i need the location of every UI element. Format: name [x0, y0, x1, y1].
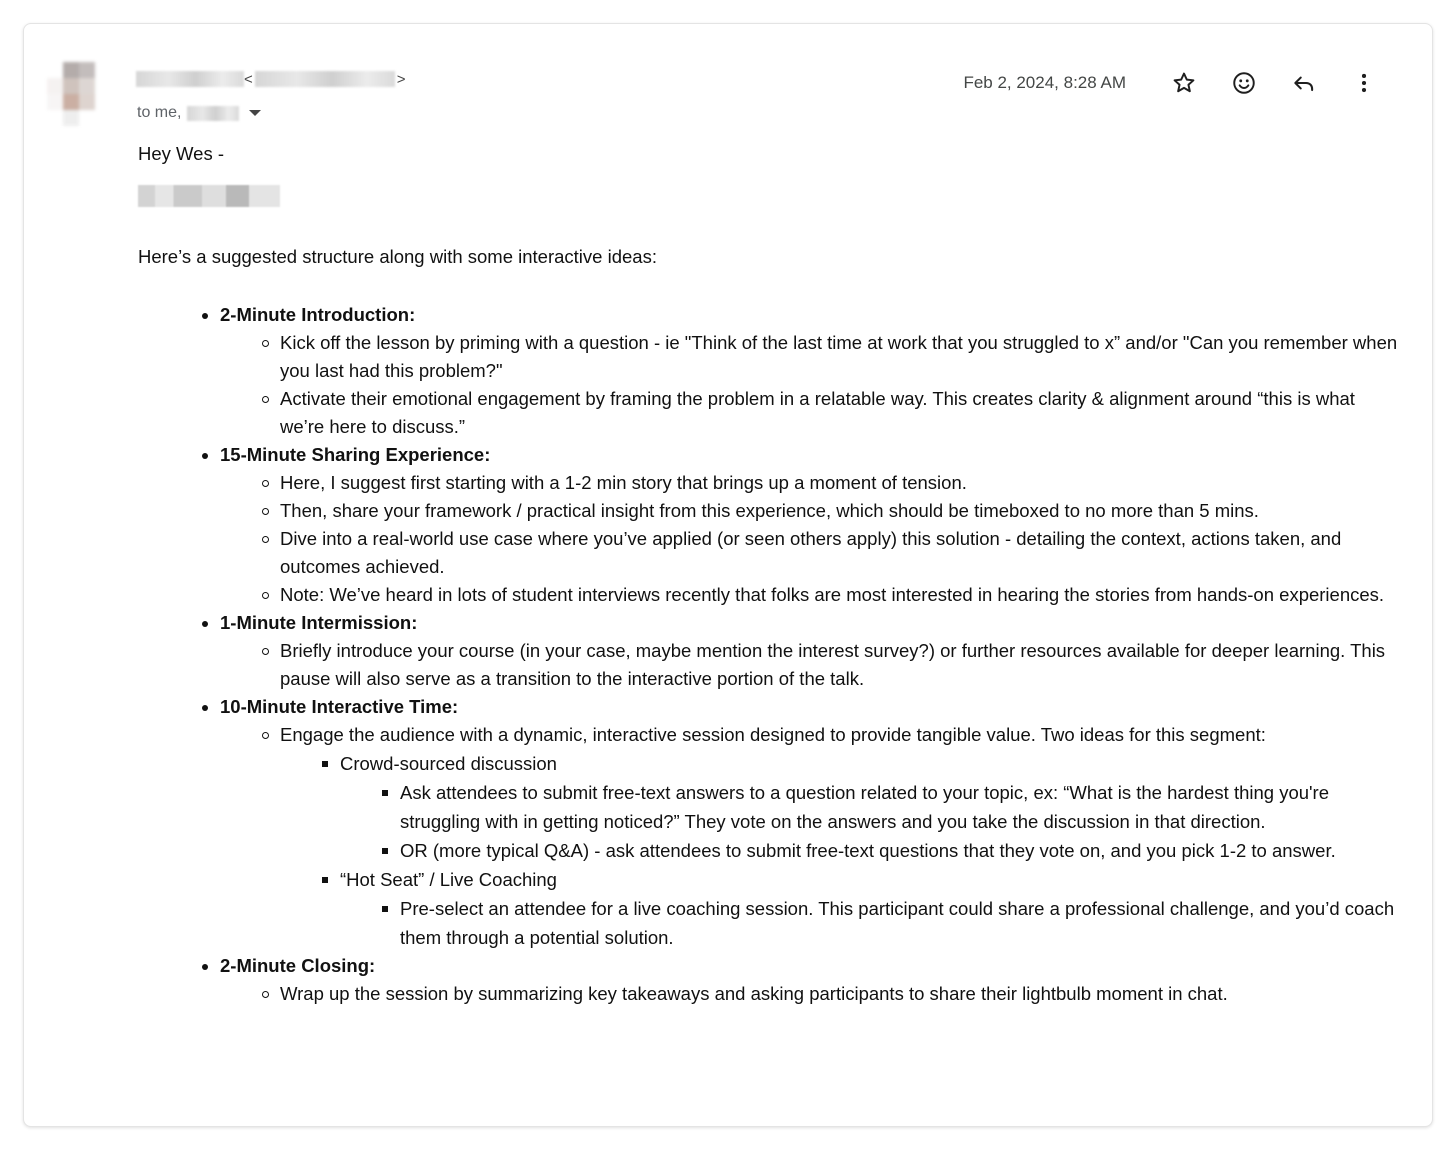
section-items — [220, 980, 1398, 1008]
email-body — [138, 140, 1398, 1008]
section-items — [220, 721, 1398, 952]
agenda-section — [220, 952, 1398, 1008]
sender-email-redacted — [255, 71, 395, 87]
idea-label: Crowd-sourced discussion — [340, 753, 557, 774]
redacted-text — [138, 185, 280, 207]
intro-text: Here’s a suggested structure along with some interactive ideas: — [138, 246, 657, 267]
list-item: Kick off the lesson by priming with a question - ie "Think of the last time at work that you struggled to x” and/or "Can you remember when you last had this problem?" — [280, 329, 1398, 385]
section-heading: 10-Minute Interactive Time: — [220, 696, 459, 717]
recipients-label: to me, — [137, 104, 182, 121]
chevron-down-icon[interactable] — [249, 110, 261, 116]
section-heading: 2-Minute Introduction: — [220, 304, 416, 325]
message-date: Feb 2, 2024, 8:28 AM — [963, 73, 1126, 92]
section-items — [220, 469, 1398, 609]
sender-name-redacted — [136, 71, 244, 87]
agenda-section — [220, 301, 1398, 441]
list-item: Here, I suggest first starting with a 1-2 min story that brings up a moment of tension. — [280, 469, 1398, 497]
agenda-section — [220, 693, 1398, 952]
emoji-icon[interactable] — [1224, 63, 1264, 103]
sender-avatar[interactable] — [47, 62, 111, 126]
idea-item — [340, 865, 1398, 952]
message-actions — [963, 64, 1384, 102]
idea-point: Ask attendees to submit free-text answers to a question related to your topic, ex: “What is the hardest thing you're struggling with in getting noticed?” They vote on the answers and you take the discussion in that direction. — [400, 778, 1398, 836]
section-heading: 1-Minute Intermission: — [220, 612, 418, 633]
recipients-line[interactable] — [137, 102, 261, 124]
sender-close-bracket: > — [396, 70, 406, 88]
reply-icon[interactable] — [1284, 63, 1324, 103]
idea-item — [340, 749, 1398, 865]
idea-points — [340, 778, 1398, 865]
recipient-redacted — [187, 106, 239, 121]
sender-open-bracket: < — [244, 70, 253, 88]
idea-point: Pre-select an attendee for a live coaching session. This participant could share a professional challenge, and you’d coach them through a potential solution. — [400, 894, 1398, 952]
agenda-section — [220, 441, 1398, 609]
more-vert-icon[interactable] — [1344, 63, 1384, 103]
list-item: Dive into a real-world use case where you’ve applied (or seen others apply) this solution - detailing the context, actions taken, and outcomes achieved. — [280, 525, 1398, 581]
idea-points — [340, 894, 1398, 952]
idea-label: “Hot Seat” / Live Coaching — [340, 869, 557, 890]
section-items — [220, 329, 1398, 441]
list-item — [280, 721, 1398, 952]
star-icon[interactable] — [1164, 63, 1204, 103]
section-items — [220, 637, 1398, 693]
section-heading: 2-Minute Closing: — [220, 955, 376, 976]
idea-list — [280, 749, 1398, 952]
sender-line[interactable] — [136, 68, 406, 90]
list-item: Note: We’ve heard in lots of student interviews recently that folks are most interested in hearing the stories from hands-on experiences. — [280, 581, 1398, 609]
greeting: Hey Wes - — [138, 143, 225, 164]
list-item-text: Engage the audience with a dynamic, interactive session designed to provide tangible value. Two ideas for this segment: — [280, 724, 1266, 745]
list-item: Then, share your framework / practical insight from this experience, which should be timeboxed to no more than 5 mins. — [280, 497, 1398, 525]
section-heading: 15-Minute Sharing Experience: — [220, 444, 491, 465]
list-item: Wrap up the session by summarizing key takeaways and asking participants to share their lightbulb moment in chat. — [280, 980, 1398, 1008]
agenda-section — [220, 609, 1398, 693]
list-item: Briefly introduce your course (in your case, maybe mention the interest survey?) or further resources available for deeper learning. This pause will also serve as a transition to the interactive portion of the talk. — [280, 637, 1398, 693]
list-item: Activate their emotional engagement by framing the problem in a relatable way. This creates clarity & alignment around “this is what we’re here to discuss.” — [280, 385, 1398, 441]
agenda-list — [138, 301, 1398, 1008]
idea-point: OR (more typical Q&A) - ask attendees to submit free-text questions that they vote on, and you pick 1-2 to answer. — [400, 836, 1398, 865]
